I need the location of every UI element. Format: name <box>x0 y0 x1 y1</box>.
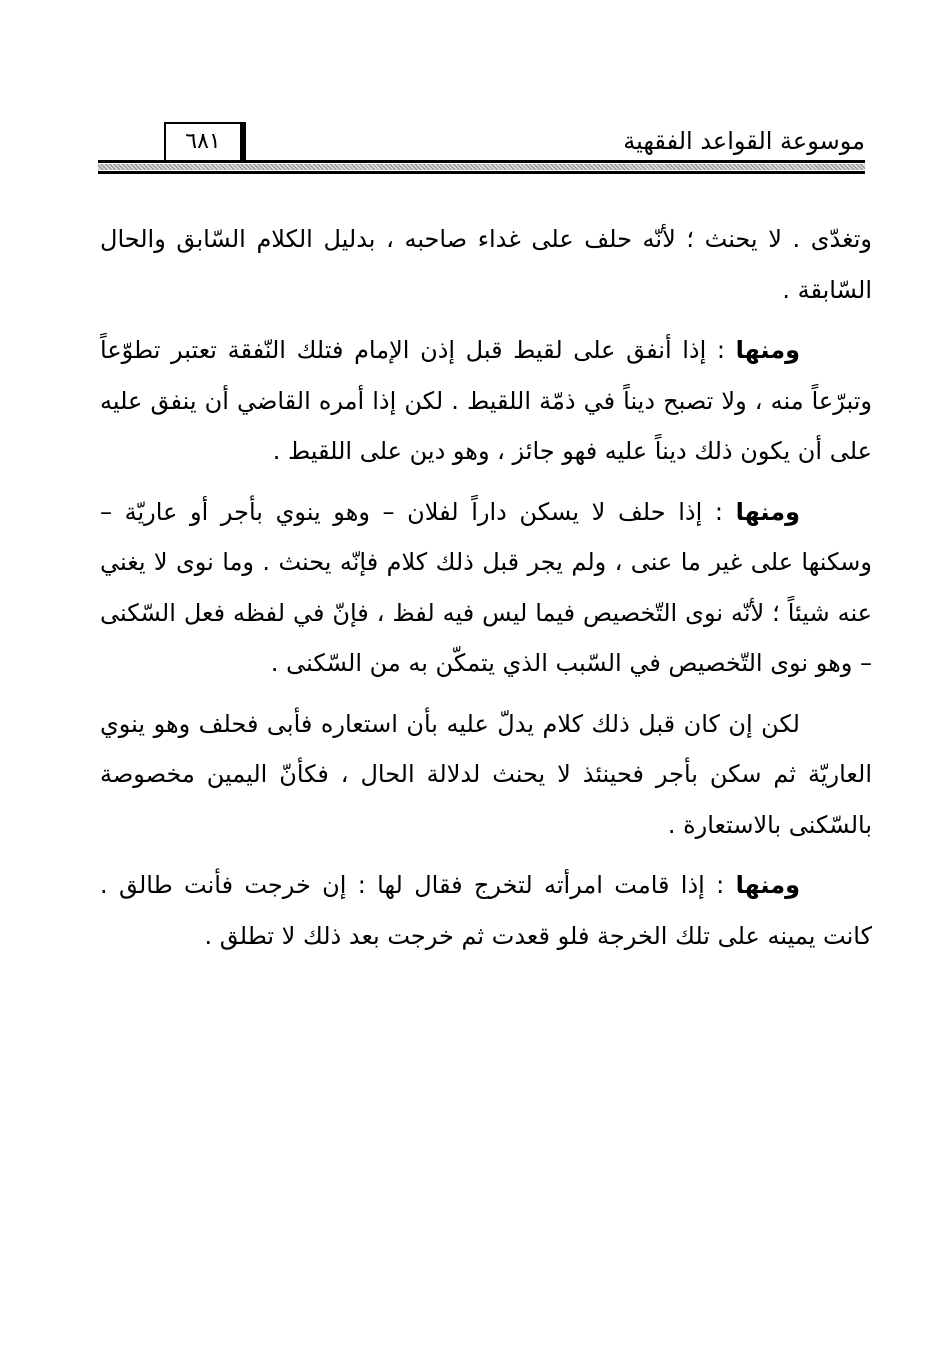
paragraph-lead-word: ومنها <box>735 497 800 526</box>
paragraph-text: لكن إن كان قبل ذلك كلام يدلّ عليه بأن استعاره فأبى فحلف وهو ينوي العاريّة ثم سكن بأجر فحينئذ لا يحنث لدلالة الحال ، فكأنّ اليمين مخصوصة بالسّكنى بالاستعارة . <box>100 709 872 839</box>
paragraph-3 <box>100 487 872 689</box>
page-header <box>98 118 865 174</box>
header-rule-bottom <box>98 171 865 174</box>
page-number: ٦٨١ <box>164 122 246 160</box>
paragraph-text: : إذا حلف لا يسكن داراً لفلان – وهو ينوي بأجر أو عاريّة – وسكنها على غير ما عنى ، ولم يجر قبل ذلك كلام فإنّه يحنث . وما نوى لا يغني عنه شيئاً ؛ لأنّه نوى التّخصيص فيما ليس فيه لفظ ، فإنّ في لفظه فعل السّكنى – وهو نوى التّخصيص في السّبب الذي يتمكّن به من السّكنى . <box>100 497 872 677</box>
running-title: موسوعة القواعد الفقهية <box>623 127 865 155</box>
paragraph-2 <box>100 325 872 477</box>
paragraph-lead-word: ومنها <box>735 871 800 899</box>
paragraph-lead-word: ومنها <box>735 336 800 364</box>
header-rule-pattern <box>98 164 865 170</box>
header-rule-top <box>98 160 865 163</box>
paragraph-text: : إذا أنفق على لقيط قبل إذن الإمام فتلك النّفقة تعتبر تطوّعاً وتبرّعاً منه ، ولا تصبح ديناً في ذمّة اللقيط . لكن إذا أمره القاضي أن ينفق عليه على أن يكون ذلك ديناً عليه فهو جائز ، وهو دين على اللقيط . <box>100 336 872 465</box>
page-body <box>100 214 872 971</box>
paragraph-text: وتغدّى . لا يحنث ؛ لأنّه حلف على غداء صاحبه ، بدليل الكلام السّابق والحال السّابقة . <box>100 225 872 304</box>
paragraph-1 <box>100 214 872 315</box>
paragraph-text: : إذا قامت امرأته لتخرج فقال لها : إن خرجت فأنت طالق . كانت يمينه على تلك الخرجة فلو قعدت ثم خرجت بعد ذلك لا تطلق . <box>100 871 872 950</box>
paragraph-5 <box>100 860 872 961</box>
paragraph-4 <box>100 699 872 851</box>
